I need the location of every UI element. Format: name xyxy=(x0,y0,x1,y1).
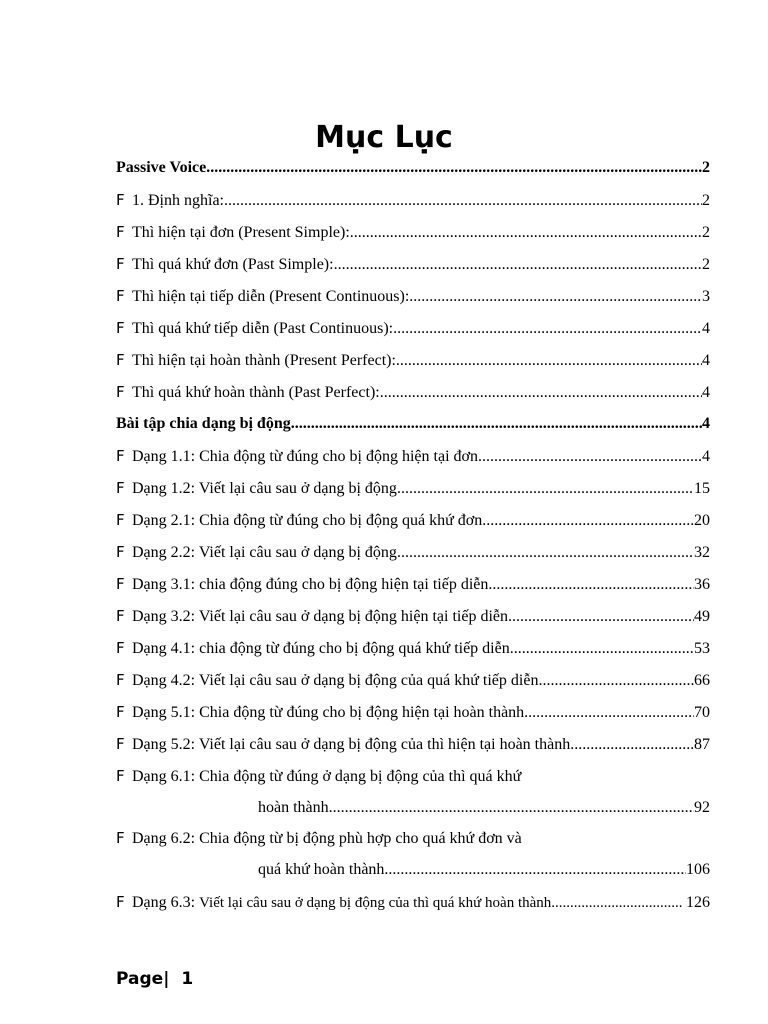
dot-leader xyxy=(538,670,694,691)
dot-leader xyxy=(384,859,686,881)
toc-entry-page: 36 xyxy=(694,576,710,593)
toc-entry-passive-voice[interactable] xyxy=(116,157,710,179)
bullet-icon: F xyxy=(116,703,125,721)
toc-entry[interactable] xyxy=(116,253,710,275)
bullet-icon: F xyxy=(116,829,125,847)
bullet-icon: F xyxy=(116,255,125,273)
toc-entry[interactable] xyxy=(116,189,710,211)
bullet-icon: F xyxy=(116,383,125,401)
toc-entry-page: 2 xyxy=(702,256,710,273)
toc-entry-page: 87 xyxy=(694,736,710,753)
dot-leader xyxy=(329,797,694,819)
toc-entry-label: Viết lại câu sau ở dạng bị động của thì quá khứ hoàn thành xyxy=(199,895,552,911)
toc-entry-continuation[interactable] xyxy=(258,797,710,819)
dot-leader xyxy=(350,222,702,243)
toc-entry-label: Dạng 2.2: Viết lại câu sau ở dạng bị động xyxy=(132,544,397,561)
toc-entry[interactable] xyxy=(116,381,710,403)
toc-entry-page: 126 xyxy=(686,894,710,911)
toc-entry-label: Dạng 1.1: Chia động từ đúng cho bị động hiện tại đơn xyxy=(132,448,478,465)
toc-entry[interactable] xyxy=(116,827,522,849)
bullet-icon: F xyxy=(116,319,125,337)
toc-entry-page: 20 xyxy=(694,512,710,529)
toc-entry-label: Thì quá khứ đơn (Past Simple): xyxy=(132,256,334,273)
toc-entry-page: 49 xyxy=(694,608,710,625)
toc-entry[interactable] xyxy=(116,445,710,467)
toc-entry-label: Thì quá khứ tiếp diễn (Past Continuous): xyxy=(132,320,394,337)
toc-entry[interactable] xyxy=(116,285,710,307)
toc-entry[interactable] xyxy=(116,221,710,243)
toc-entry-label: Thì hiện tại đơn (Present Simple): xyxy=(132,224,350,241)
toc-entry-page: 2 xyxy=(702,224,710,241)
toc-entry-page: 70 xyxy=(694,704,710,721)
toc-entry[interactable] xyxy=(116,765,521,787)
bullet-icon: F xyxy=(116,479,125,497)
toc-entry[interactable] xyxy=(116,669,710,691)
toc-entry-page: 4 xyxy=(702,448,710,465)
toc-entry-label: Dạng 4.2: Viết lại câu sau ở dạng bị động của quá khứ tiếp diễn xyxy=(132,672,539,689)
bullet-icon: F xyxy=(116,767,125,785)
dot-leader xyxy=(397,542,694,563)
dot-leader xyxy=(482,510,694,531)
toc-entry[interactable] xyxy=(116,477,710,499)
toc-entry-label-continuation: quá khứ hoàn thành xyxy=(258,861,385,878)
toc-entry[interactable] xyxy=(116,637,710,659)
toc-entry[interactable] xyxy=(116,891,710,913)
bullet-icon: F xyxy=(116,575,125,593)
toc-entry-label: 1. Định nghĩa: xyxy=(132,192,224,209)
toc-entry-page: 15 xyxy=(694,480,710,497)
toc-entry-page: 32 xyxy=(694,544,710,561)
toc-entry[interactable] xyxy=(116,701,710,723)
footer-page-number: 1 xyxy=(181,969,194,989)
toc-entry[interactable] xyxy=(116,733,710,755)
toc-entry-page: 3 xyxy=(702,288,710,305)
toc-entry-exercises[interactable] xyxy=(116,413,710,435)
toc-entry-page: 66 xyxy=(694,672,710,689)
dot-leader xyxy=(510,638,694,659)
toc-entry[interactable] xyxy=(116,573,710,595)
toc-entry-page: 92 xyxy=(694,799,710,816)
toc-entry-label: Thì hiện tại tiếp diễn (Present Continuous): xyxy=(132,288,410,305)
dot-leader xyxy=(551,892,682,913)
toc-entry-label: Dạng 5.1: Chia động từ đúng cho bị động hiện tại hoàn thành xyxy=(132,704,525,721)
footer-separator: | xyxy=(163,969,170,989)
toc-entry-page: 2 xyxy=(702,159,710,176)
dot-leader xyxy=(524,702,694,723)
toc-entry[interactable] xyxy=(116,509,710,531)
bullet-icon: F xyxy=(116,607,125,625)
toc-entry-label: Thì hiện tại hoàn thành (Present Perfect): xyxy=(132,352,396,369)
dot-leader xyxy=(570,734,694,755)
dot-leader xyxy=(478,446,702,467)
toc-entry-label: Dạng 4.1: chia động từ đúng cho bị động quá khứ tiếp diễn xyxy=(132,640,510,657)
dot-leader xyxy=(291,413,702,435)
dot-leader xyxy=(397,478,694,499)
bullet-icon: F xyxy=(116,893,125,911)
toc-entry-label: Dạng 1.2: Viết lại câu sau ở dạng bị động xyxy=(132,480,397,497)
toc-entry-label: Dạng 3.2: Viết lại câu sau ở dạng bị động hiện tại tiếp diễn xyxy=(132,608,509,625)
toc-entry-label: Thì quá khứ hoàn thành (Past Perfect): xyxy=(132,384,380,401)
toc-entry-label: Dạng 6.2: Chia động từ bị động phù hợp cho quá khứ đơn và xyxy=(132,830,522,847)
toc-entry[interactable] xyxy=(116,349,710,371)
bullet-icon: F xyxy=(116,351,125,369)
toc-entry-page: 4 xyxy=(702,352,710,369)
dot-leader xyxy=(206,157,702,179)
bullet-icon: F xyxy=(116,223,125,241)
toc-entry-continuation[interactable] xyxy=(258,859,710,881)
toc-entry-page: 53 xyxy=(694,640,710,657)
footer-page-label: Page xyxy=(116,969,164,989)
toc-entry-page: 4 xyxy=(702,384,710,401)
toc-title: Mục Lục xyxy=(315,120,453,155)
bullet-icon: F xyxy=(116,671,125,689)
toc-entry-label: Dạng 5.2: Viết lại câu sau ở dạng bị động của thì hiện tại hoàn thành xyxy=(132,736,571,753)
dot-leader xyxy=(396,350,702,371)
bullet-icon: F xyxy=(116,191,125,209)
dot-leader xyxy=(409,286,702,307)
toc-entry[interactable] xyxy=(116,317,710,339)
dot-leader xyxy=(224,190,702,211)
bullet-icon: F xyxy=(116,735,125,753)
dot-leader xyxy=(488,574,694,595)
toc-entry-label-continuation: hoàn thành xyxy=(258,799,329,816)
toc-entry[interactable] xyxy=(116,605,710,627)
bullet-icon: F xyxy=(116,447,125,465)
dot-leader xyxy=(508,606,694,627)
toc-entry-label: Bài tập chia dạng bị động xyxy=(116,415,291,432)
page-footer xyxy=(116,968,193,990)
dot-leader xyxy=(380,382,702,403)
dot-leader xyxy=(334,254,702,275)
toc-entry-page: 2 xyxy=(702,192,710,209)
toc-entry-label-prefix: Dạng 6.3: xyxy=(132,894,200,911)
bullet-icon: F xyxy=(116,543,125,561)
toc-entry-label: Passive Voice xyxy=(116,159,207,176)
dot-leader xyxy=(393,318,702,339)
toc-entry-page: 4 xyxy=(702,415,710,432)
toc-entry-page: 106 xyxy=(686,861,710,878)
bullet-icon: F xyxy=(116,639,125,657)
toc-entry-label: Dạng 2.1: Chia động từ đúng cho bị động quá khứ đơn xyxy=(132,512,483,529)
bullet-icon: F xyxy=(116,287,125,305)
toc-entry-label: Dạng 3.1: chia động đúng cho bị động hiện tại tiếp diễn xyxy=(132,576,489,593)
toc-entry-label: Dạng 6.1: Chia động từ đúng ở dạng bị động của thì quá khứ xyxy=(132,768,522,785)
bullet-icon: F xyxy=(116,511,125,529)
toc-entry[interactable] xyxy=(116,541,710,563)
toc-entry-page: 4 xyxy=(702,320,710,337)
